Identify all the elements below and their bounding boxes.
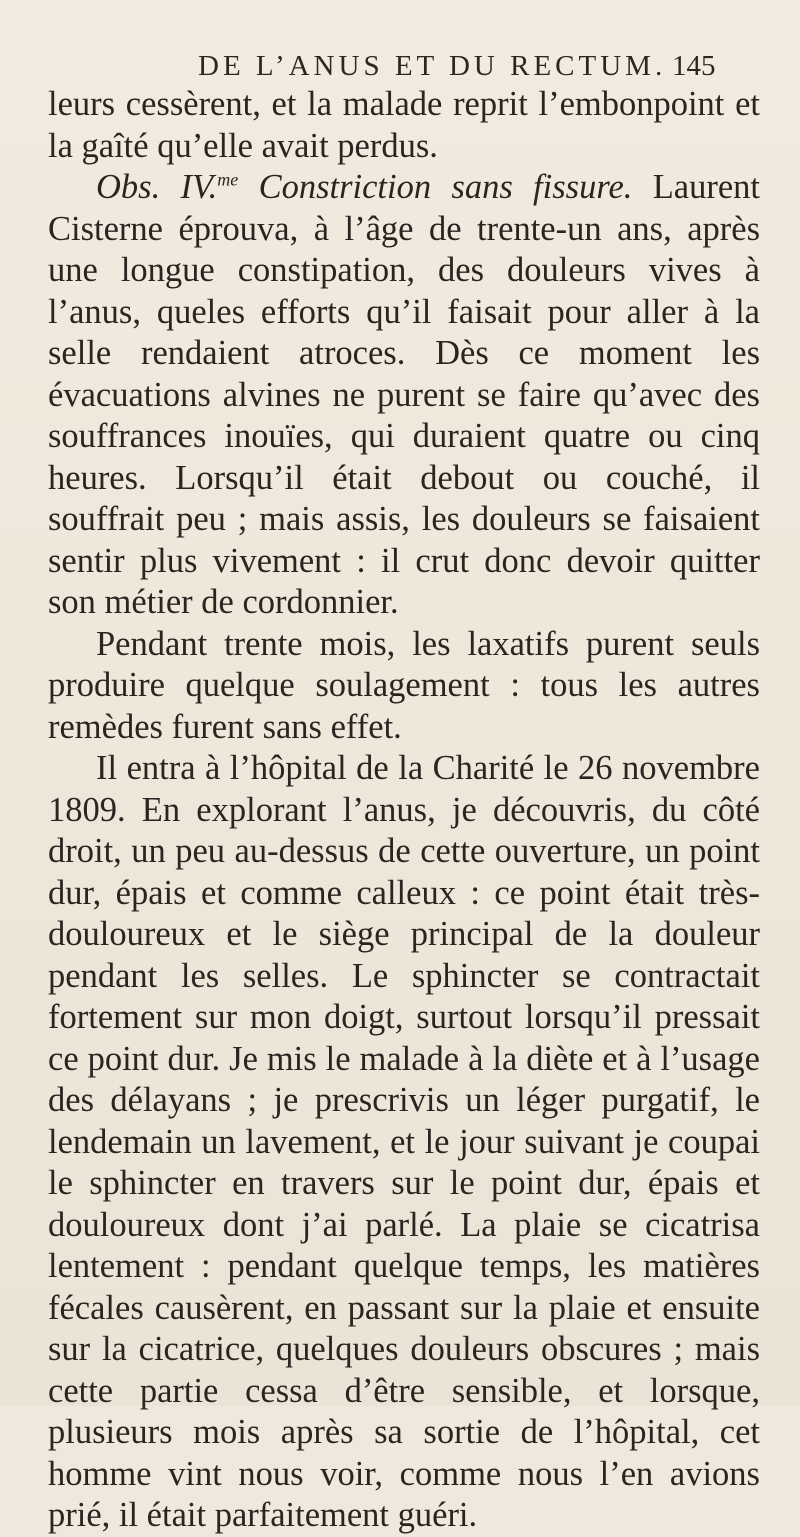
paragraph-observation [48,167,760,624]
paragraph-4: Il entra à l’hôpital de la Charité le 26 novembre 1809. En explorant l’anus, je découvris, du côté droit, un peu au-dessus de cette ouverture, un point dur, épais et comme calleux : ce point était très-douloureux et le siège principal de la douleur pendant les selles. Le sphincter se contractait fortement sur mon doigt, surtout lorsqu’il pressait ce point dur. Je mis le malade à la diète et à l’usage des délayans ; je prescrivis un léger purgatif, le lendemain un lavement, et le jour suivant je coupai le sphincter en travers sur le point dur, épais et douloureux dont j’ai parlé. La plaie se cicatrisa lentement : pendant quelque temps, les matières fécales causèrent, en passant sur la plaie et ensuite sur la cicatrice, quelques douleurs obscures ; mais cette partie cessa d’être sensible, et lorsque, plusieurs mois après sa sortie de l’hôpital, cet homme vint nous voir, comme nous l’en avions prié, il était parfaitement guéri. [48,749,760,1534]
observation-text: Laurent Cisterne éprouva, à l’âge de trente-un ans, après une longue constipation, des douleurs vives à l’anus, queles efforts qu’il faisait pour aller à la selle rendaient atroces. Dès ce moment les évacuations alvines ne purent se faire qu’avec des souffrances inouïes, qui duraient quatre ou cinq heures. Lorsqu’il était debout ou couché, il souffrait peu ; mais assis, les douleurs se faisaient sentir plus vivement : il crut donc devoir quitter son métier de cordonnier. [48,168,761,621]
observation-title: Constriction sans fissure. [258,168,633,206]
paragraph-1: leurs cessèrent, et la malade reprit l’embonpoint et la gaîté qu’elle avait perdus. [48,85,760,165]
observation-label: Obs. IV. [96,168,218,206]
body-text [48,84,760,1537]
page-number: 145 [672,50,716,82]
paragraph-3: Pendant trente mois, les laxatifs purent seuls produire quelque soulagement : tous les autres remèdes furent sans effet. [48,624,760,746]
observation-superscript: me [217,169,239,190]
running-title: DE L’ANUS ET DU RECTUM. [198,50,667,82]
